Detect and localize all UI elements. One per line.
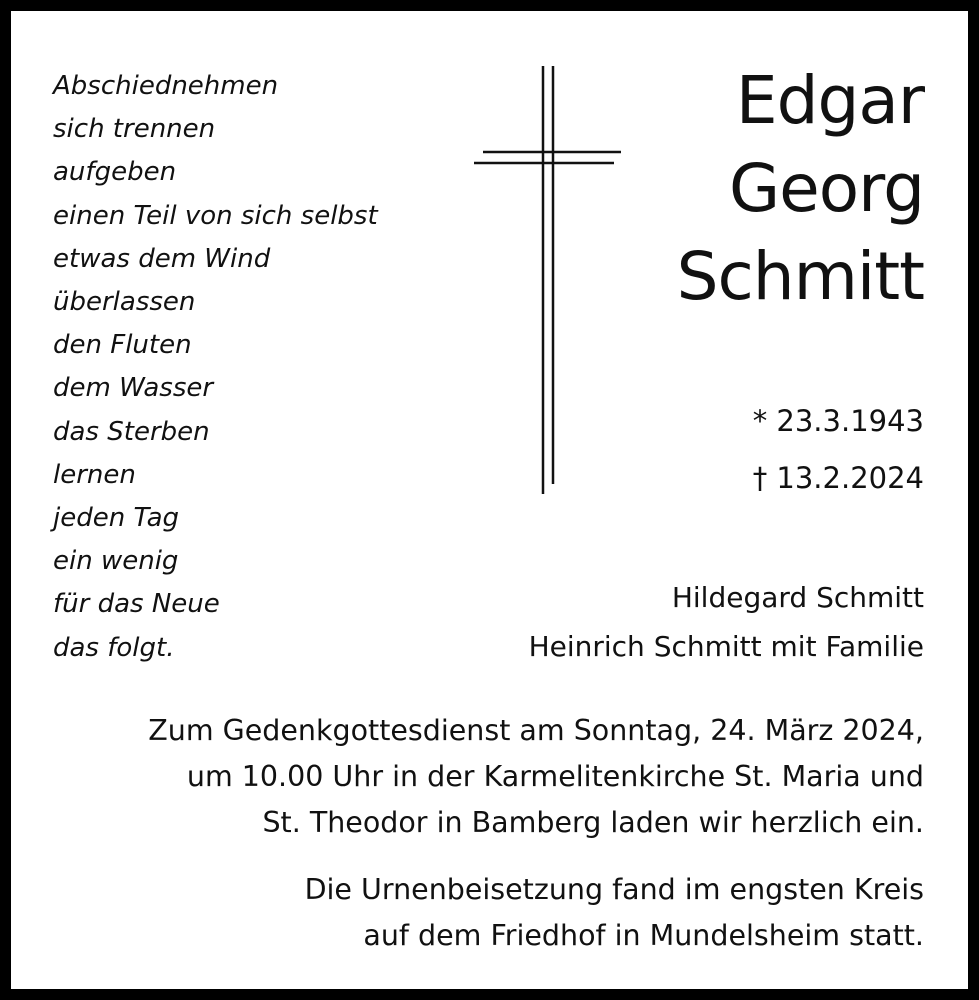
memorial-service-notice — [24, 708, 924, 846]
poem-line: das folgt. — [53, 632, 175, 663]
poem-line: aufgeben — [53, 157, 177, 188]
last-name: Schmitt — [676, 238, 924, 315]
burial-line: Die Urnenbeisetzung fand im engsten Kreis — [304, 873, 924, 906]
poem-line: den Fluten — [53, 330, 192, 361]
poem-line: Abschiednehmen — [53, 71, 279, 101]
poem-line: dem Wasser — [53, 373, 214, 404]
mourner-name: Hildegard Schmitt — [671, 581, 924, 614]
poem-line: jeden Tag — [53, 503, 180, 534]
first-name: Edgar — [735, 62, 924, 139]
poem-line: sich trennen — [53, 114, 216, 145]
service-line: St. Theodor in Bamberg laden wir herzlich ein. — [262, 806, 924, 839]
poem-line: das Sterben — [53, 416, 210, 447]
burial-notice — [24, 867, 924, 959]
life-dates — [604, 393, 924, 507]
birth-date: * 23.3.1943 — [752, 404, 924, 438]
service-line: um 10.00 Uhr in der Karmelitenkirche St. Maria und — [186, 760, 924, 793]
service-line: Zum Gedenkgottesdienst am Sonntag, 24. März 2024, — [148, 714, 924, 747]
poem-line: einen Teil von sich selbst — [53, 200, 378, 231]
poem-line: etwas dem Wind — [53, 243, 271, 274]
poem-line: lernen — [53, 459, 136, 490]
poem-line: ein wenig — [53, 546, 179, 577]
death-date: † 13.2.2024 — [752, 461, 924, 495]
poem-line: überlassen — [53, 287, 196, 318]
deceased-name — [544, 57, 924, 321]
mourner-name: Heinrich Schmitt mit Familie — [528, 630, 924, 663]
mourners — [324, 573, 924, 671]
burial-line: auf dem Friedhof in Mundelsheim statt. — [363, 919, 924, 952]
poem-line: für das Neue — [53, 589, 220, 620]
middle-name: Georg — [729, 150, 924, 227]
